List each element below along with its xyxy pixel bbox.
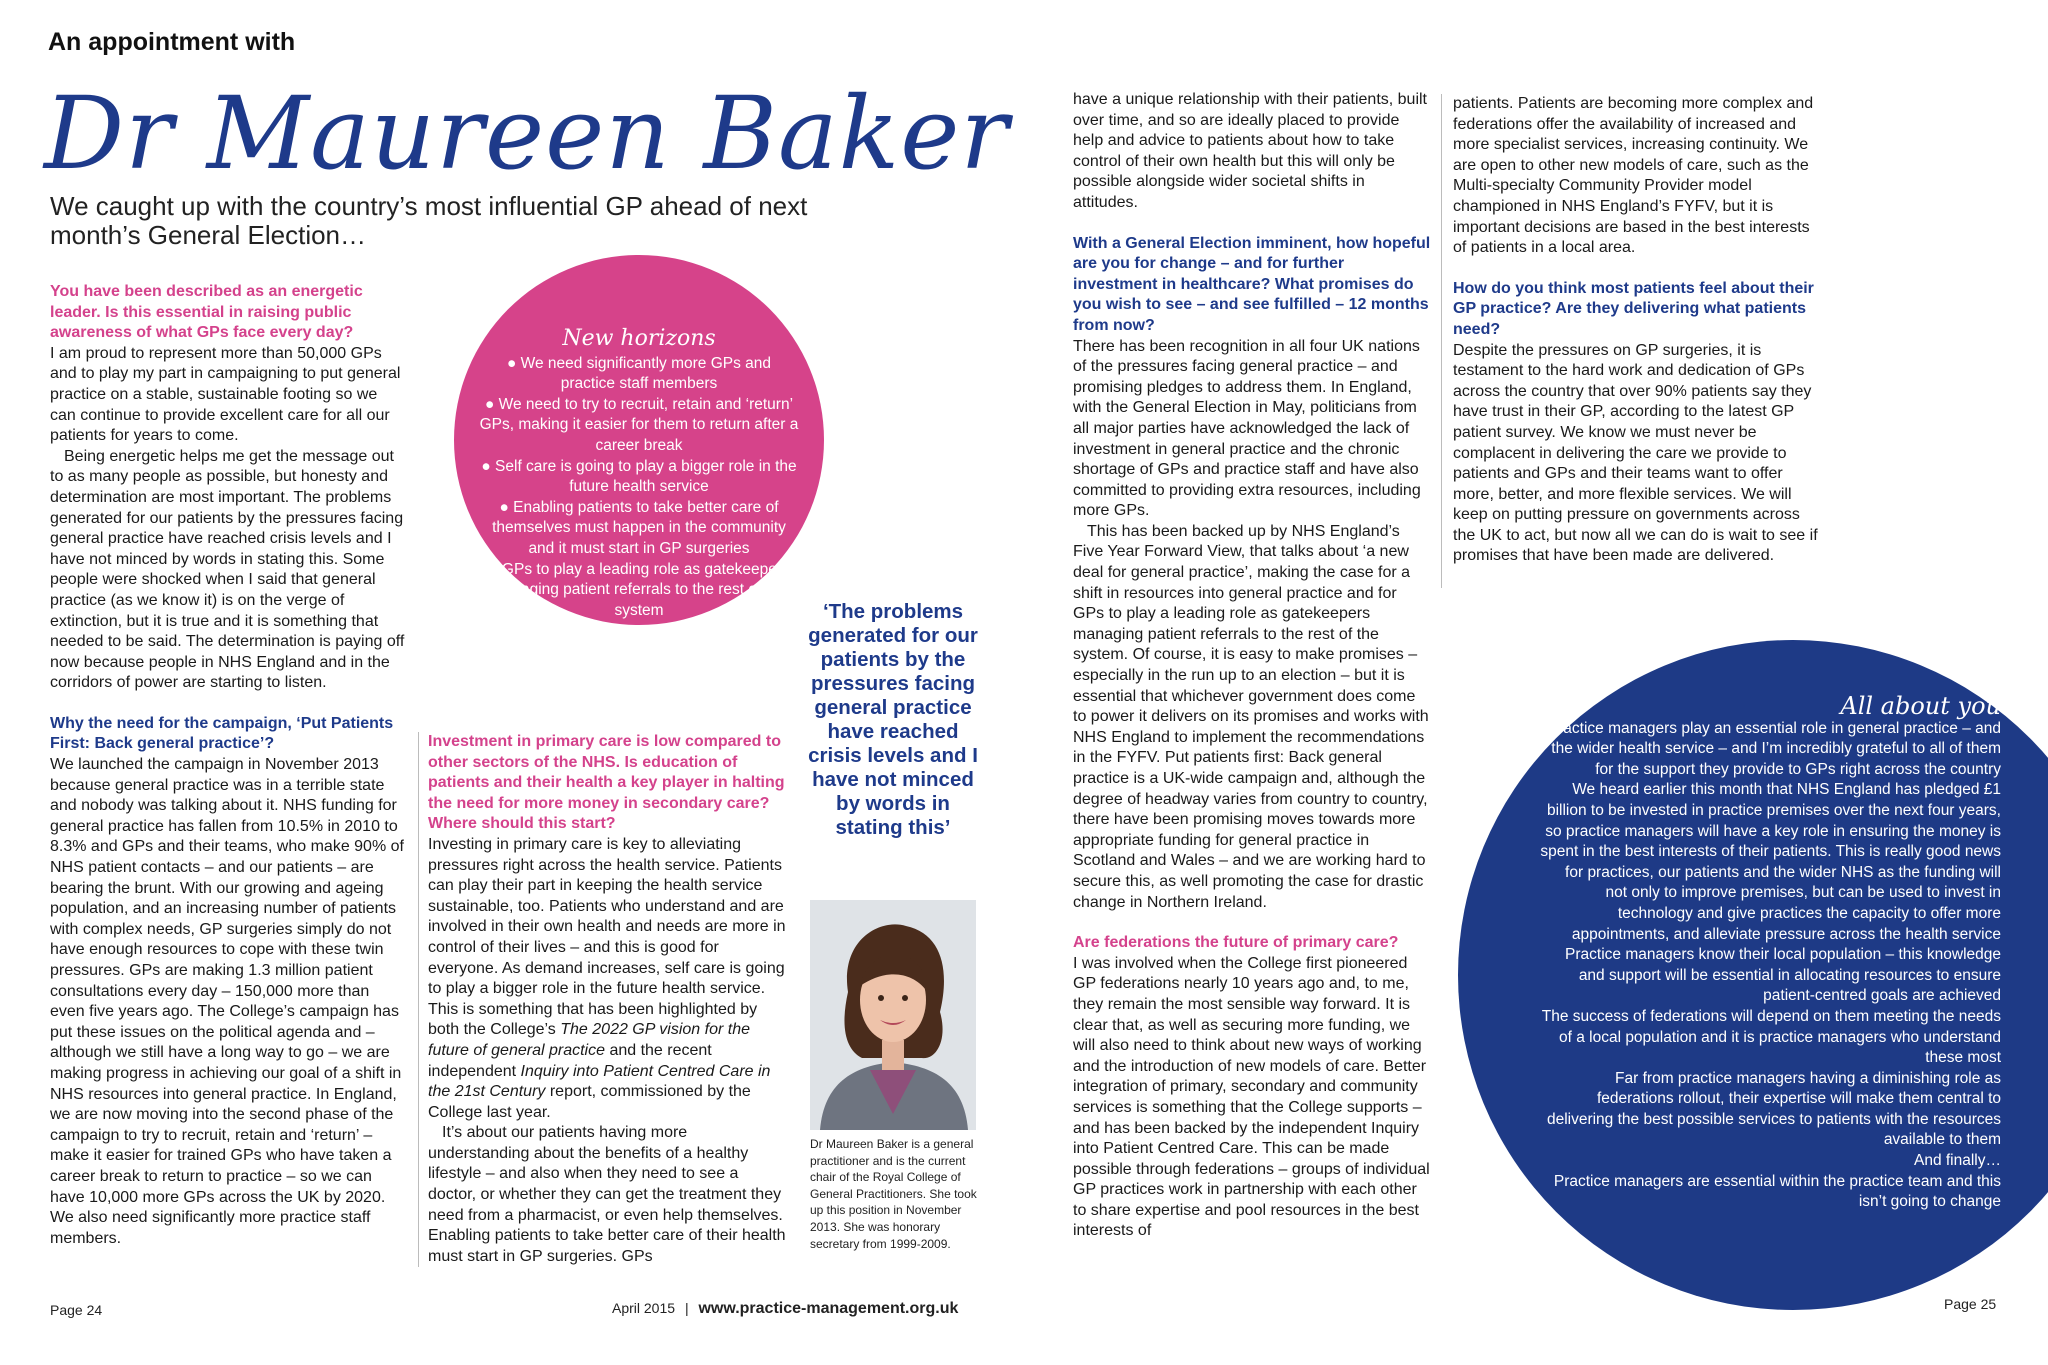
new-horizons-item: ● Self care is going to play a bigger role in the future health service: [481, 457, 797, 496]
new-horizons-content: [478, 326, 800, 621]
all-about-you-paragraph: We heard earlier this month that NHS England has pledged £1 billion to be invested in practice premises over the next four years, so practice managers will have a key role in ensuring the money is spent in the best interests of their patients. This is really good news for practices, our patients and the wider NHS as the funding will not only to improve premises, but can be used to invest in technology and give practices the capacity to offer more appointments, and alleviate pressure across the health service: [1540, 781, 2001, 943]
question-energetic-leader: You have been described as an energetic leader. Is this essential in raising public awareness of what GPs face every day?: [50, 283, 363, 342]
new-horizons-item: ● We need significantly more GPs and practice staff members: [506, 354, 772, 393]
all-about-you-title: All about you: [1840, 692, 2001, 720]
all-about-you-content: [1540, 692, 2001, 1213]
answer-paragraph: This has been backed up by NHS England’s Five Year Forward View, that talks about ‘a new deal for general practice’, making the case for a shift in resources into general practice and for GPs to play a leading role as gatekeepers managing patient referrals to the rest of the system. Of course, it is easy to make promises – especially in the run up to an election – but it is essential that whichever government does come to power it delivers on its promises and works with NHS England to implement the recommendations in the FYFV. Put patients first: Back general practice is a UK-wide campaign and, although the degree of headway varies from country to country, there have been promising moves towards more appropriate funding for general practice in Scotland and Wales – and we are working hard to secure this, as well promoting the case for drastic change in Northern Ireland.: [1073, 522, 1429, 911]
new-horizons-item: ● GPs to play a leading role as gatekeepers managing patient referrals to the rest of the system: [488, 560, 790, 619]
pull-quote: ‘The problems generated for our patients by the pressures facing general practice have reached crisis levels and I have not minced by words in stating this’: [808, 600, 978, 839]
column-divider: [1441, 94, 1442, 588]
standfirst: We caught up with the country’s most influential GP ahead of next month’s General Election…: [50, 191, 808, 250]
all-about-you-paragraph: Practice managers know their local population – this knowledge and support will be essential in allocating resources to ensure patient-centred goals are achieved: [1565, 946, 2001, 1005]
page-number-left: Page 24: [50, 1302, 103, 1318]
page-number-right: Page 25: [1944, 1296, 1997, 1312]
footer-separator: |: [684, 1300, 689, 1316]
all-about-you-paragraph: And finally…: [1913, 1152, 2001, 1170]
answer-paragraph: Being energetic helps me get the message out to as many people as possible, but honesty and determination are most important. The problems generated for our patients by the pressures facing general practice have reached crisis levels and I have not minced by words in stating this. Some people were shocked when I said that general practice (as we know it) is on the verge of extinction, but it is true and it is something that needed to be said. The determination is paying off now because people in NHS England and in the corridors of power are starting to listen.: [50, 447, 405, 692]
column-2: [428, 732, 786, 1267]
issue-date: April 2015: [612, 1300, 676, 1316]
new-horizons-circle: [454, 255, 824, 625]
vision-title: The 2022 GP vision for the future of general practice: [428, 1021, 750, 1059]
website-link[interactable]: www.practice-management.org.uk: [698, 1300, 959, 1317]
inquiry-title: Inquiry into Patient Centred Care in the 21st Century: [428, 1062, 771, 1101]
answer-paragraph: have a unique relationship with their patients, built over time, and so are ideally placed to provide help and advice to patients about how to take control of their own health but this will only be possible alongside wider societal shifts in attitudes.: [1073, 91, 1427, 211]
answer-paragraph: It’s about our patients having more understanding about the benefits of a healthy lifestyle – and also when they need to see a doctor, or whether they can get the treatment they need from a pharmacist, or even help themselves. Enabling patients to take better care of their health must start in GP surgeries. GPs: [428, 1124, 786, 1265]
answer-paragraph: I was involved when the College first pioneered GP federations nearly 10 years ago and, to me, they remain the most sensible way forward. It is clear that, as well as securing more funding, we will also need to think about new ways of working and the introduction of new models of care. Better integration of primary, secondary and community services is something that the College supports – and has been backed by the independent Inquiry into Patient Centred Care. This can be made possible through federations – groups of individual GP practices work in partnership with each other to share expertise and pool resources in the best interests of: [1073, 954, 1430, 1240]
answer-paragraph: Despite the pressures on GP surgeries, it is testament to the hard work and dedication of GPs across the country that over 90% patients say they have trust in their GP, according to the latest GP patient survey. We know we must never be complacent in delivering the care we provide to patients and GPs and their teams want to offer more, better, and more flexible services. We will keep on putting pressure on governments across the UK to act, but now all we can do is wait to see if promises that have been made are delivered.: [1453, 341, 1818, 565]
all-about-you-paragraph: Practice managers play an essential role in general practice – and the wider health service – and I’m incredibly grateful to all of them for the support they provide to GPs right across the country: [1547, 719, 2001, 778]
all-about-you-paragraph: The success of federations will depend on them meeting the needs of a local population and it is practice managers who understand these most: [1541, 1007, 2001, 1067]
answer-paragraph: patients. Patients are becoming more complex and federations offer the availability of increased and more specialist services, increasing continuity. We are open to other new models of care, such as the Multi-specialty Community Provider model championed in NHS England’s FYFV, but it is important decisions are based in the best interests of patients in a local area.: [1453, 95, 1814, 257]
portrait-photo: [810, 900, 976, 1130]
footer-issue: [612, 1300, 958, 1318]
answer-paragraph: We launched the campaign in November 2013 because general practice was in a terrible state and nobody was talking about it. NHS funding for general practice has fallen from 10.5% in 2010 to 8.3% and GPs and their teams, who make 90% of NHS patient contacts – and our patients – are bearing the brunt. With our growing and ageing population, and an increasing number of patients with complex needs, GP surgeries simply do not have enough resources to cope with these twin pressures. GPs are making 1.3 million patient consultations every day – 150,000 more than even five years ago. The College’s campaign has put these issues on the political agenda and – although we still have a long way to go – we are making progress in achieving our goal of a shift in NHS resources into general practice. In England, we are now moving into the second phase of the campaign to try to recruit, retain and ‘return’ – make it easier for trained GPs who have taken a career break to return to practice – so we can have 10,000 more GPs across the UK by 2020.: [50, 756, 404, 1206]
question-general-election: With a General Election imminent, how hopeful are you for change – and for further investment in healthcare? What promises do you wish to see – and see fulfilled – 12 months from now?: [1073, 234, 1431, 334]
photo-caption: Dr Maureen Baker is a general practitioner and is the current chair of the Royal College of General Practitioners. She took up this position in November 2013. She was honorary secretary from 1999-2009.: [810, 1137, 977, 1251]
question-federations: Are federations the future of primary care?: [1073, 934, 1399, 952]
section-kicker: An appointment with: [48, 28, 296, 56]
question-investment: Investment in primary care is low compared to other sectors of the NHS. Is education of patients and their health a key player in halting the need for more money in secondary care? Where should this start?: [428, 733, 785, 833]
answer-paragraph: Investing in primary care is key to alleviating pressures right across the health service. Patients can play their part in keeping the health service sustainable, too. Patients who understand and are involved in their own health and needs are more in control of their lives – and this is good for everyone. As demand increases, self care is going to play a bigger role in the future health service. This is something that has been highlighted by both the College’s The 2022 GP vision for the future of general practice and the recent independent Inquiry into Patient Centred Care in the 21st Century report, commissioned by the College last year.: [428, 835, 786, 1121]
new-horizons-item: ● Enabling patients to take better care of themselves must happen in the community and it must start in GP surgeries: [492, 498, 786, 557]
column-4: [1453, 94, 1821, 567]
column-3: [1073, 90, 1431, 1242]
all-about-you-paragraph: Far from practice managers having a diminishing role as federations rollout, their expertise will make them central to delivering the best possible services to patients with the resources available to them: [1546, 1069, 2001, 1149]
question-campaign: Why the need for the campaign, ‘Put Patients First: Back general practice’?: [50, 714, 394, 753]
portrait-illustration: [810, 900, 976, 1130]
column-1: [50, 282, 405, 1249]
interviewee-name: Dr Maureen Baker: [44, 75, 1010, 192]
question-patient-feelings: How do you think most patients feel about their GP practice? Are they delivering what patients need?: [1453, 279, 1814, 338]
new-horizons-item: ● We need to try to recruit, retain and ‘return’ GPs, making it easier for them to return after a career break: [479, 395, 799, 454]
answer-paragraph: There has been recognition in all four UK nations of the pressures facing general practice – and promising pledges to address them. In England, with the General Election in May, politicians from all major parties have acknowledged the lack of investment in general practice and the chronic shortage of GPs and practice staff and have also committed to providing extra resources, including more GPs.: [1073, 337, 1421, 520]
all-about-you-paragraph: Practice managers are essential within the practice team and this isn’t going to change: [1553, 1172, 2001, 1211]
answer-paragraph: I am proud to represent more than 50,000 GPs and to play my part in campaigning to put general practice on a stable, sustainable footing so we can continue to provide excellent care for all our patients for years to come.: [50, 344, 401, 445]
answer-paragraph: We also need significantly more practice staff members.: [50, 1209, 371, 1247]
new-horizons-title: New horizons: [562, 326, 716, 351]
column-divider: [418, 732, 419, 1267]
